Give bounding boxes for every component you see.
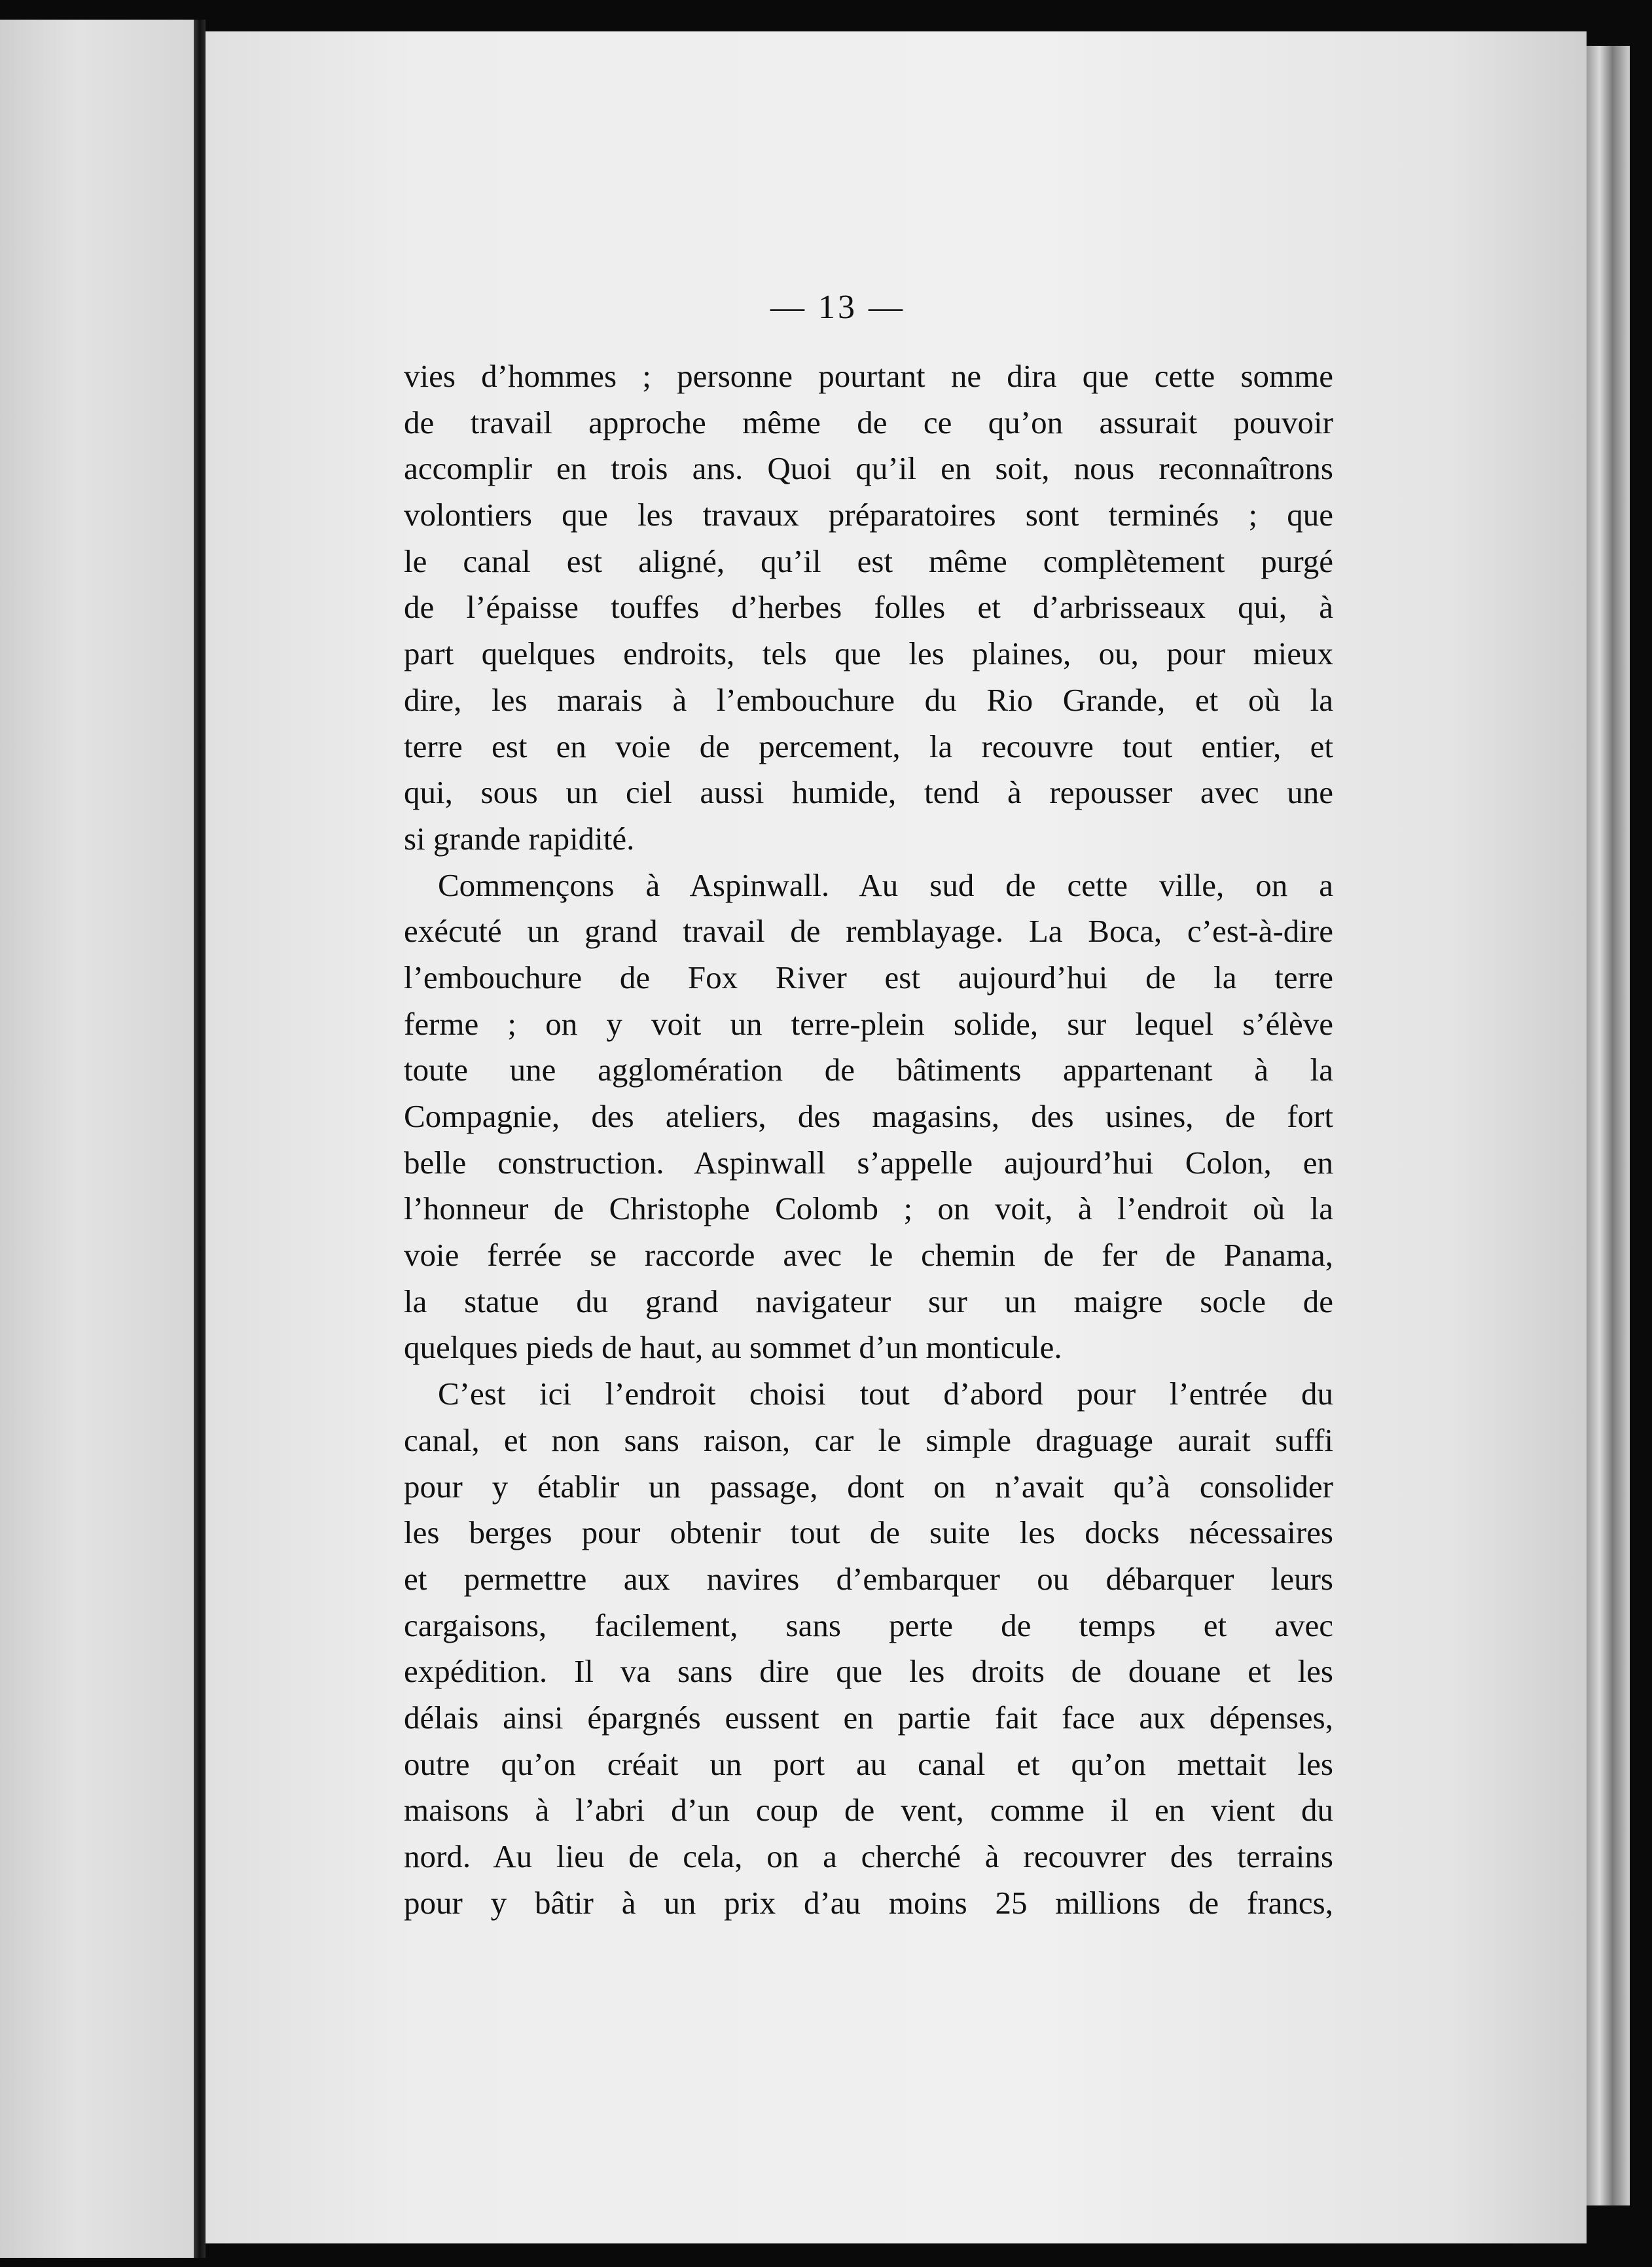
text-line: volontiers que les travaux préparatoires sont terminés ; que: [404, 497, 1333, 533]
text-line: si grande rapidité.: [404, 820, 635, 857]
text-line: dire, les marais à l’embouchure du Rio Grande, et où la: [404, 681, 1333, 718]
text-line: toute une agglomération de bâtiments appartenant à la: [404, 1052, 1333, 1088]
text-line: exécuté un grand travail de remblayage. La Boca, c’est-à-dire: [404, 913, 1333, 950]
text-line: le canal est aligné, qu’il est même complètement purgé: [404, 543, 1333, 579]
text-line: la statue du grand navigateur sur un maigre socle de: [404, 1283, 1333, 1319]
body-text: [404, 353, 1333, 1926]
text-line: outre qu’on créait un port au canal et qu’on mettait les: [404, 1745, 1333, 1782]
text-line: l’honneur de Christophe Colomb ; on voit, à l’endroit où la: [404, 1190, 1333, 1227]
text-line: délais ainsi épargnés eussent en partie fait face aux dépenses,: [404, 1699, 1333, 1736]
text-line: terre est en voie de percement, la recouvre tout entier, et: [404, 728, 1333, 764]
text-line: et permettre aux navires d’embarquer ou débarquer leurs: [404, 1560, 1333, 1597]
text-line: nord. Au lieu de cela, on a cherché à recouvrer des terrains: [404, 1838, 1333, 1874]
page-number: — 13 —: [770, 289, 905, 326]
text-line: Commençons à Aspinwall. Au sud de cette ville, on a: [438, 866, 1333, 903]
text-line: cargaisons, facilement, sans perte de temps et avec: [404, 1607, 1333, 1643]
right-page-edge: [1587, 46, 1630, 2205]
text-line: pour y bâtir à un prix d’au moins 25 millions de francs,: [404, 1884, 1333, 1921]
book-gutter: [194, 20, 206, 2258]
text-line: Compagnie, des ateliers, des magasins, des usines, de fort: [404, 1098, 1333, 1134]
text-line: belle construction. Aspinwall s’appelle aujourd’hui Colon, en: [404, 1144, 1333, 1181]
text-line: de l’épaisse touffes d’herbes folles et d’arbrisseaux qui, à: [404, 589, 1333, 626]
text-line: maisons à l’abri d’un coup de vent, comme il en vient du: [404, 1792, 1333, 1829]
text-line: quelques pieds de haut, au sommet d’un monticule.: [404, 1329, 1062, 1366]
text-line: voie ferrée se raccorde avec le chemin de fer de Panama,: [404, 1237, 1333, 1274]
text-line: les berges pour obtenir tout de suite les docks nécessaires: [404, 1514, 1333, 1551]
text-line: l’embouchure de Fox River est aujourd’hui de la terre: [404, 959, 1333, 995]
text-line: pour y établir un passage, dont on n’avait qu’à consolider: [404, 1468, 1333, 1505]
text-line: canal, et non sans raison, car le simple draguage aurait suffi: [404, 1421, 1333, 1458]
text-line: accomplir en trois ans. Quoi qu’il en soit, nous reconnaîtrons: [404, 450, 1333, 487]
text-line: vies d’hommes ; personne pourtant ne dira que cette somme: [404, 358, 1333, 394]
text-line: de travail approche même de ce qu’on assurait pouvoir: [404, 404, 1333, 440]
text-line: part quelques endroits, tels que les plaines, ou, pour mieux: [404, 635, 1333, 672]
text-line: qui, sous un ciel aussi humide, tend à repousser avec une: [404, 774, 1333, 811]
text-line: C’est ici l’endroit choisi tout d’abord pour l’entrée du: [438, 1376, 1333, 1412]
left-page-edge: [0, 20, 196, 2258]
text-line: ferme ; on y voit un terre-plein solide, sur lequel s’élève: [404, 1005, 1333, 1042]
text-line: expédition. Il va sans dire que les droits de douane et les: [404, 1653, 1333, 1690]
